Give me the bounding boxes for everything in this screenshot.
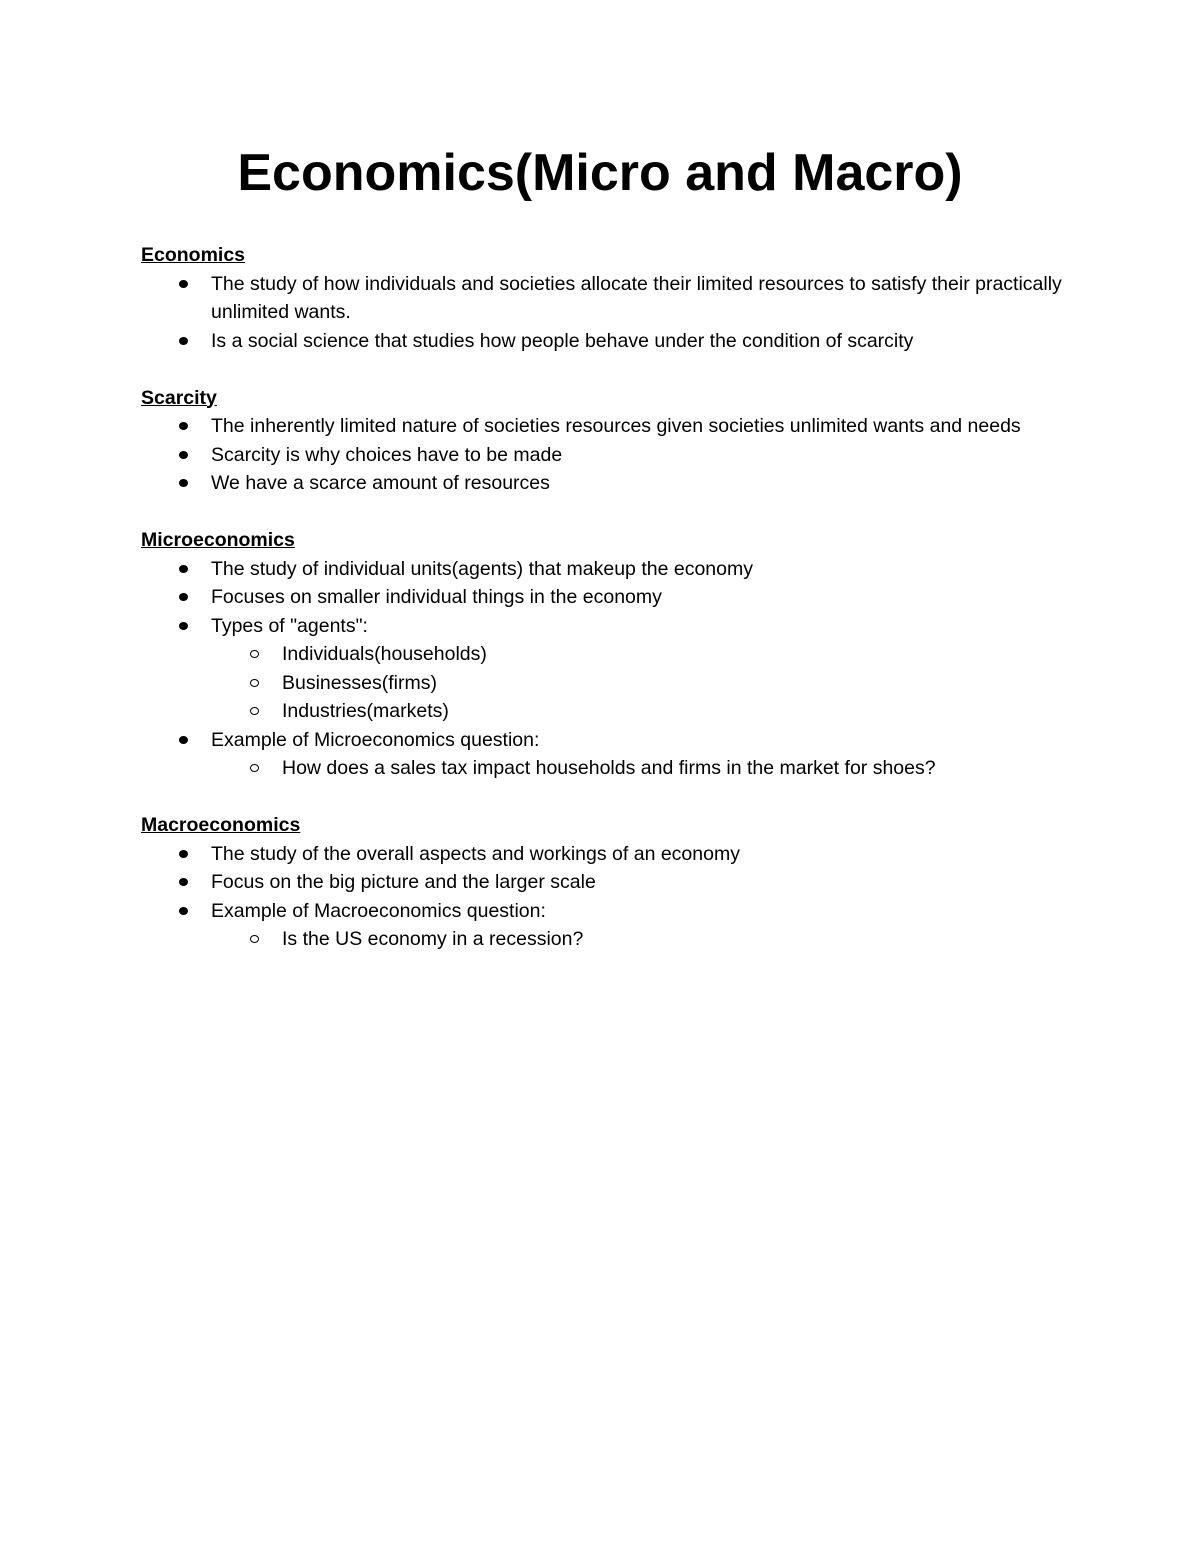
sub-list-item	[141, 925, 1071, 954]
section-microeconomics	[141, 526, 1071, 783]
list-item-text: Example of Macroeconomics question:	[211, 899, 546, 922]
sub-list-item	[141, 669, 1071, 698]
document-body	[141, 241, 1071, 982]
list-item-text: Example of Microeconomics question:	[211, 728, 540, 751]
list-item	[141, 840, 1071, 869]
bullet-disc-icon	[179, 622, 188, 630]
bullet-disc-icon	[179, 422, 188, 430]
bullet-disc-icon	[179, 593, 188, 601]
section-heading: Scarcity	[141, 386, 217, 409]
section-economics	[141, 241, 1071, 355]
list-item	[141, 868, 1071, 897]
section-scarcity	[141, 384, 1071, 498]
bullet-list	[141, 412, 1071, 498]
bullet-list	[141, 270, 1071, 356]
list-item	[141, 412, 1071, 441]
bullet-circle-icon	[250, 764, 259, 772]
section-macroeconomics	[141, 811, 1071, 954]
sub-list-item-text: How does a sales tax impact households and firms in the market for shoes?	[282, 757, 936, 779]
sub-list-item-text: Businesses(firms)	[282, 671, 437, 694]
list-item-text: The study of how individuals and societies allocate their limited resources to satisfy their practically unlimited wants.	[211, 272, 1062, 323]
sub-list-item-text: Industries(markets)	[282, 700, 449, 722]
document-title: Economics(Micro and Macro)	[237, 144, 963, 202]
list-item-text: Is a social science that studies how people behave under the condition of scarcity	[211, 329, 914, 352]
bullet-disc-icon	[179, 280, 188, 288]
bullet-circle-icon	[250, 707, 259, 715]
bullet-disc-icon	[179, 337, 188, 345]
sub-bullet-list	[141, 754, 1071, 783]
bullet-disc-icon	[179, 565, 188, 573]
list-item-text: The study of individual units(agents) that makeup the economy	[211, 557, 753, 580]
bullet-disc-icon	[179, 850, 188, 858]
list-item	[141, 897, 1071, 954]
bullet-list	[141, 555, 1071, 783]
list-item	[141, 612, 1071, 726]
list-item-text: The study of the overall aspects and workings of an economy	[211, 842, 740, 865]
section-heading: Microeconomics	[141, 529, 295, 551]
sub-list-item	[141, 754, 1071, 783]
sub-bullet-list	[141, 640, 1071, 726]
list-item-text: We have a scarce amount of resources	[211, 472, 550, 494]
list-item-text: The inherently limited nature of societies resources given societies unlimited wants and needs	[211, 415, 1021, 437]
sub-list-item-text: Individuals(households)	[282, 643, 487, 665]
bullet-list	[141, 840, 1071, 954]
list-item	[141, 327, 1071, 356]
list-item-text: Focus on the big picture and the larger scale	[211, 871, 596, 893]
list-item-text: Scarcity is why choices have to be made	[211, 443, 563, 466]
bullet-disc-icon	[179, 451, 188, 459]
section-heading: Macroeconomics	[141, 814, 301, 836]
sub-list-item	[141, 697, 1071, 726]
list-item	[141, 555, 1071, 584]
list-item	[141, 270, 1071, 327]
bullet-circle-icon	[250, 679, 259, 687]
list-item-text: Types of "agents":	[211, 614, 368, 637]
bullet-disc-icon	[179, 736, 188, 744]
list-item	[141, 441, 1071, 470]
bullet-circle-icon	[250, 935, 259, 943]
list-item	[141, 583, 1071, 612]
bullet-disc-icon	[179, 479, 188, 487]
bullet-disc-icon	[179, 878, 188, 886]
sub-list-item-text: Is the US economy in a recession?	[282, 928, 584, 950]
bullet-circle-icon	[250, 650, 259, 658]
list-item	[141, 726, 1071, 783]
list-item-text: Focuses on smaller individual things in the economy	[211, 586, 662, 608]
section-heading: Economics	[141, 244, 246, 266]
bullet-disc-icon	[179, 907, 188, 915]
sub-bullet-list	[141, 925, 1071, 954]
list-item	[141, 469, 1071, 498]
sub-list-item	[141, 640, 1071, 669]
